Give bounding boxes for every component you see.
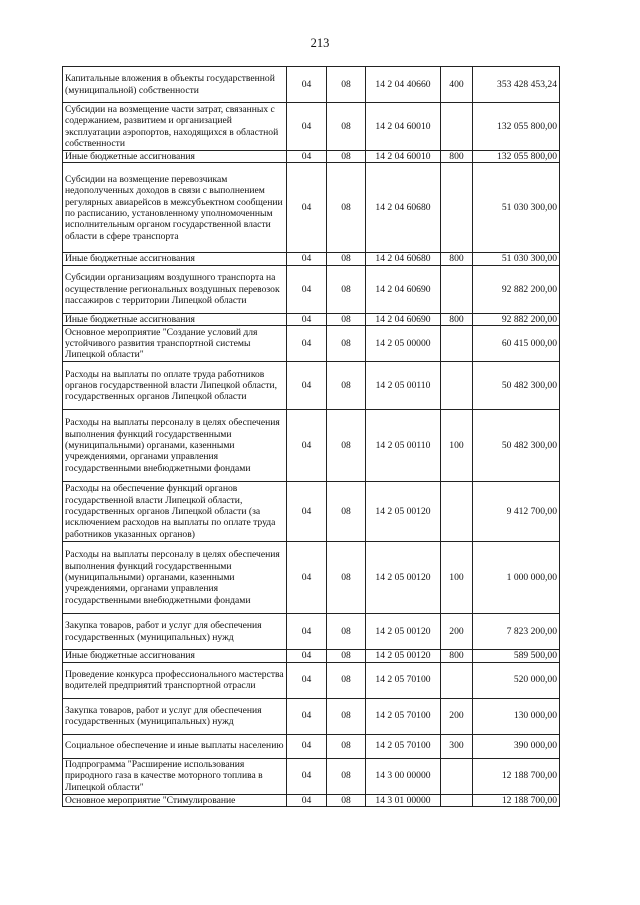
row-amount: 132 055 800,00 <box>473 151 560 163</box>
row-section: 08 <box>327 698 366 734</box>
row-type <box>441 482 473 542</box>
row-type: 800 <box>441 650 473 662</box>
row-type <box>441 758 473 794</box>
row-code: 14 2 04 60680 <box>366 163 441 253</box>
row-name: Основное мероприятие "Стимулирование <box>63 794 287 806</box>
row-type: 200 <box>441 614 473 650</box>
row-name: Капитальные вложения в объекты государственной (муниципальной) собственности <box>63 67 287 103</box>
row-amount: 92 882 200,00 <box>473 313 560 325</box>
row-code: 14 2 05 00120 <box>366 542 441 614</box>
row-type: 800 <box>441 151 473 163</box>
table-row <box>63 542 560 614</box>
row-code: 14 2 05 00120 <box>366 650 441 662</box>
row-ministry: 04 <box>287 734 327 758</box>
row-name: Социальное обеспечение и иные выплаты населению <box>63 734 287 758</box>
row-ministry: 04 <box>287 103 327 151</box>
table-row <box>63 698 560 734</box>
row-code: 14 2 05 00000 <box>366 326 441 362</box>
table-row <box>63 253 560 265</box>
row-section: 08 <box>327 313 366 325</box>
row-type: 800 <box>441 313 473 325</box>
row-amount: 92 882 200,00 <box>473 265 560 313</box>
row-code: 14 2 04 60690 <box>366 313 441 325</box>
row-section: 08 <box>327 265 366 313</box>
row-amount: 390 000,00 <box>473 734 560 758</box>
row-code: 14 2 05 00110 <box>366 362 441 410</box>
table-row <box>63 163 560 253</box>
row-name: Субсидии на возмещение части затрат, связанных с содержанием, развитием и организацией эксплуатации аэропортов, находящихся в областной собственности <box>63 103 287 151</box>
row-type <box>441 163 473 253</box>
row-amount: 7 823 200,00 <box>473 614 560 650</box>
row-code: 14 2 05 00120 <box>366 482 441 542</box>
row-section: 08 <box>327 253 366 265</box>
row-section: 08 <box>327 662 366 698</box>
row-code: 14 2 05 70100 <box>366 698 441 734</box>
row-section: 08 <box>327 67 366 103</box>
table-row <box>63 410 560 482</box>
row-type: 200 <box>441 698 473 734</box>
row-ministry: 04 <box>287 151 327 163</box>
row-ministry: 04 <box>287 794 327 806</box>
row-name: Подпрограмма "Расширение использования природного газа в качестве моторного топлива в Липецкой области" <box>63 758 287 794</box>
row-section: 08 <box>327 650 366 662</box>
row-type: 100 <box>441 542 473 614</box>
row-ministry: 04 <box>287 410 327 482</box>
row-amount: 130 000,00 <box>473 698 560 734</box>
table-row <box>63 103 560 151</box>
table-row <box>63 482 560 542</box>
row-code: 14 2 05 00110 <box>366 410 441 482</box>
row-amount: 1 000 000,00 <box>473 542 560 614</box>
row-ministry: 04 <box>287 662 327 698</box>
row-type <box>441 265 473 313</box>
row-name: Субсидии организациям воздушного транспорта на осуществление региональных воздушных перевозок пассажиров с территории Липецкой области <box>63 265 287 313</box>
row-amount: 589 500,00 <box>473 650 560 662</box>
row-section: 08 <box>327 326 366 362</box>
row-ministry: 04 <box>287 542 327 614</box>
table-row <box>63 794 560 806</box>
row-code: 14 2 05 70100 <box>366 662 441 698</box>
page-number: 213 <box>310 36 330 50</box>
row-code: 14 2 04 60680 <box>366 253 441 265</box>
row-name: Расходы на выплаты персоналу в целях обеспечения выполнения функций государственными (муниципальными) органами, казенными учреждениями, органами управления государственными внебюджетными фондами <box>63 410 287 482</box>
row-ministry: 04 <box>287 326 327 362</box>
row-code: 14 2 04 40660 <box>366 67 441 103</box>
row-section: 08 <box>327 103 366 151</box>
row-code: 14 2 04 60010 <box>366 151 441 163</box>
row-name: Основное мероприятие "Создание условий для устойчивого развития транспортной системы Липецкой области" <box>63 326 287 362</box>
row-ministry: 04 <box>287 758 327 794</box>
row-section: 08 <box>327 362 366 410</box>
table-row <box>63 67 560 103</box>
row-type <box>441 103 473 151</box>
row-code: 14 2 05 00120 <box>366 614 441 650</box>
row-name: Закупка товаров, работ и услуг для обеспечения государственных (муниципальных) нужд <box>63 698 287 734</box>
row-section: 08 <box>327 794 366 806</box>
table-row <box>63 151 560 163</box>
row-amount: 12 188 700,00 <box>473 794 560 806</box>
row-name: Закупка товаров, работ и услуг для обеспечения государственных (муниципальных) нужд <box>63 614 287 650</box>
row-amount: 132 055 800,00 <box>473 103 560 151</box>
row-type: 800 <box>441 253 473 265</box>
row-code: 14 2 05 70100 <box>366 734 441 758</box>
row-section: 08 <box>327 758 366 794</box>
table-row <box>63 758 560 794</box>
budget-table <box>62 66 560 807</box>
table-row <box>63 650 560 662</box>
row-ministry: 04 <box>287 163 327 253</box>
row-name: Расходы на выплаты персоналу в целях обеспечения выполнения функций государственными (муниципальными) органами, казенными учреждениями, органами управления государственными внебюджетными фондами <box>63 542 287 614</box>
row-code: 14 2 04 60010 <box>366 103 441 151</box>
table-row <box>63 614 560 650</box>
row-ministry: 04 <box>287 362 327 410</box>
row-type <box>441 662 473 698</box>
row-section: 08 <box>327 542 366 614</box>
row-name: Иные бюджетные ассигнования <box>63 650 287 662</box>
table-row <box>63 326 560 362</box>
row-amount: 9 412 700,00 <box>473 482 560 542</box>
table-row <box>63 662 560 698</box>
row-name: Расходы на выплаты по оплате труда работников органов государственной власти Липецкой области, государственных органов Липецкой области <box>63 362 287 410</box>
row-type: 300 <box>441 734 473 758</box>
row-name: Иные бюджетные ассигнования <box>63 313 287 325</box>
row-amount: 50 482 300,00 <box>473 410 560 482</box>
row-ministry: 04 <box>287 482 327 542</box>
row-section: 08 <box>327 734 366 758</box>
row-ministry: 04 <box>287 265 327 313</box>
row-type: 100 <box>441 410 473 482</box>
row-ministry: 04 <box>287 614 327 650</box>
row-code: 14 2 04 60690 <box>366 265 441 313</box>
row-name: Проведение конкурса профессионального мастерства водителей предприятий транспортной отрасли <box>63 662 287 698</box>
row-type <box>441 794 473 806</box>
row-code: 14 3 01 00000 <box>366 794 441 806</box>
row-amount: 51 030 300,00 <box>473 253 560 265</box>
row-amount: 12 188 700,00 <box>473 758 560 794</box>
row-amount: 60 415 000,00 <box>473 326 560 362</box>
row-code: 14 3 00 00000 <box>366 758 441 794</box>
row-type <box>441 362 473 410</box>
table-row <box>63 362 560 410</box>
row-name: Иные бюджетные ассигнования <box>63 151 287 163</box>
row-section: 08 <box>327 482 366 542</box>
row-amount: 520 000,00 <box>473 662 560 698</box>
row-ministry: 04 <box>287 67 327 103</box>
row-name: Иные бюджетные ассигнования <box>63 253 287 265</box>
row-amount: 51 030 300,00 <box>473 163 560 253</box>
row-section: 08 <box>327 163 366 253</box>
table-row <box>63 265 560 313</box>
row-ministry: 04 <box>287 698 327 734</box>
row-type: 400 <box>441 67 473 103</box>
row-ministry: 04 <box>287 253 327 265</box>
row-section: 08 <box>327 410 366 482</box>
row-ministry: 04 <box>287 313 327 325</box>
table-row <box>63 734 560 758</box>
row-section: 08 <box>327 151 366 163</box>
row-amount: 50 482 300,00 <box>473 362 560 410</box>
row-name: Расходы на обеспечение функций органов государственной власти Липецкой области, государственных органов Липецкой области (за исключением расходов на выплаты по оплате труда работников указанных органов) <box>63 482 287 542</box>
row-section: 08 <box>327 614 366 650</box>
row-ministry: 04 <box>287 650 327 662</box>
table-row <box>63 313 560 325</box>
row-type <box>441 326 473 362</box>
row-amount: 353 428 453,24 <box>473 67 560 103</box>
row-name: Субсидии на возмещение перевозчикам недополученных доходов в связи с выполнением регулярных авиарейсов в межсубъектном сообщении по расписанию, установленному уполномоченным исполнительным органом государственной власти области в сфере транспорта <box>63 163 287 253</box>
